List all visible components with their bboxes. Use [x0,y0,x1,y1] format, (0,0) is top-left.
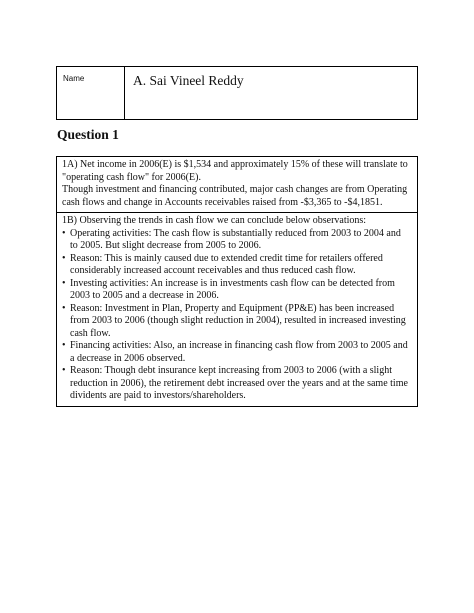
observation-item: • Operating activities: The cash flow is substantially reduced from 2003 to 2004 and to 2005. But slight decrease from 2005 to 2006. [62,228,411,253]
observation-item: • Investing activities: An increase is in investments cash flow can be detected from 2003 to 2005 and a decrease in 2006. [62,278,411,303]
observations-list [62,228,411,403]
name-label: Name [57,67,125,119]
observation-item: • Financing activities: Also, an increase in financing cash flow from 2003 to 2005 and a decrease in 2006 observed. [62,340,411,365]
answer-1a-cell [57,157,417,212]
name-table [56,66,418,120]
observation-item: • Reason: Investment in Plan, Property and Equipment (PP&E) has been increased from 2003 to 2006 (though slight reduction in 2004), resulted in increased investing cash flow. [62,303,411,341]
answer-1b-intro: 1B) Observing the trends in cash flow we can conclude below observations: [62,215,367,226]
answers-table [56,156,418,407]
observation-item: • Reason: This is mainly caused due to extended credit time for retailers offered considerably increased account receivables and thus reduced cash flow. [62,253,411,278]
question-heading: Question 1 [57,127,119,142]
answer-1a-paragraph: 1A) Net income in 2006(E) is $1,534 and approximately 15% of these will translate to "operating cash flow" for 2006(E). [62,159,408,183]
name-value: A. Sai Vineel Reddy [133,73,244,88]
answer-1b-cell [57,212,417,406]
answer-1a-paragraph: Though investment and financing contributed, major cash changes are from Operating cash flows and change in Accounts receivables raised from -$3,365 to -$4,1851. [62,184,408,208]
observation-item: • Reason: Though debt insurance kept increasing from 2003 to 2006 (with a slight reduction in 2006), the retirement debt increased over the years and at the same time dividents are paid to investors/shareholders. [62,365,411,403]
